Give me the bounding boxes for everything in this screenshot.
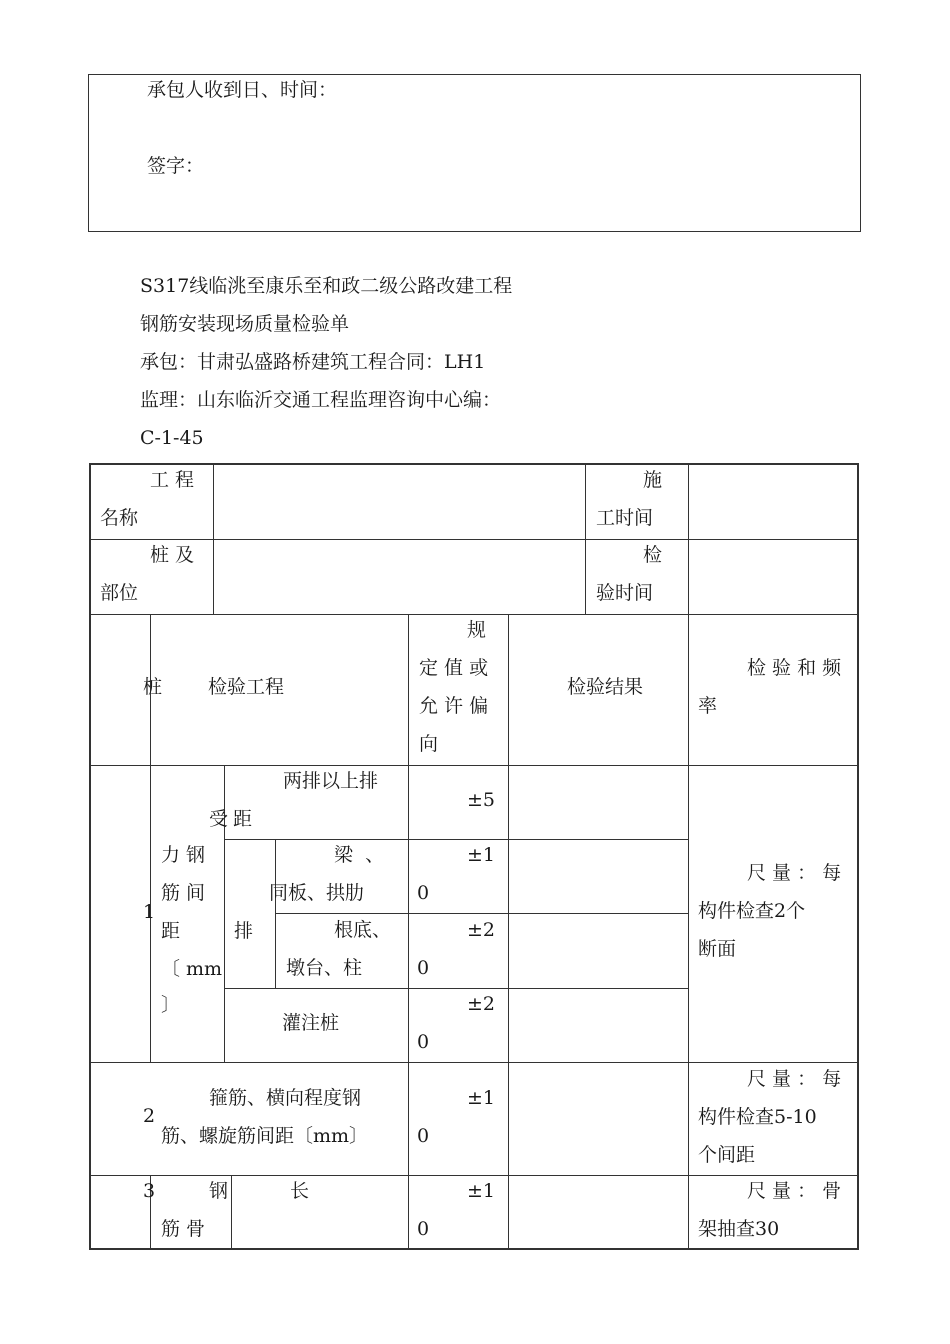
inspection-method: 构件检查5-10 [698,1106,817,1128]
item-label: 钢 [209,1180,229,1202]
item-label: 箍筋、横向程度钢 [209,1087,362,1109]
col-header-item: 检验工程 [208,676,285,698]
sub-item-label: 梁 、 [334,844,385,866]
item-label: 筋、螺旋筋间距〔mm〕 [161,1125,369,1147]
inspection-method: 断面 [698,938,737,960]
tolerance-value: 0 [417,1125,430,1147]
rebar-spacing-label: 〔 mm [161,958,223,980]
construction-time-label: 施 [643,469,663,491]
grid-line [275,839,276,988]
col-header-spec: 规 [467,619,487,641]
inspection-time-label: 检 [643,544,663,566]
inspection-method: 构件检查2个 [698,900,806,922]
rebar-spacing-label: 距 [161,920,181,942]
grid-line [275,913,688,914]
row-label: 排 [234,920,254,942]
grid-line [585,464,586,614]
project-name-label: 名称 [100,507,139,529]
tolerance-value: ±2 [467,993,496,1015]
project-title: S317线临洮至康乐至和政二级公路改建工程 [140,275,513,297]
supervisor-line: 监理：山东临沂交通工程监理咨询中心编： [140,389,502,411]
grid-line [408,614,409,1249]
sub-item-label: 根底、 [334,919,392,941]
row-number: 3 [143,1180,156,1202]
project-name-label: 工 程 [150,469,195,491]
sub-item-label: 灌注桩 [282,1012,340,1034]
col-header-method: 率 [698,695,718,717]
grid-line [90,614,858,615]
grid-line [231,1175,232,1249]
rebar-spacing-label: 力 钢 [161,844,206,866]
inspection-time-label: 验时间 [596,582,654,604]
grid-line [213,464,214,614]
tolerance-value: ±2 [467,919,496,941]
sub-item-label: 同板、拱肋 [269,882,365,904]
tolerance-value: ±1 [467,844,496,866]
signature-label: 签字： [147,155,205,177]
sub-item-label: 两排以上排 [283,770,379,792]
tolerance-value: 0 [417,1218,430,1240]
received-time-label: 承包人收到日、时间： [147,79,338,101]
sub-item-label: 长 [290,1180,310,1202]
col-header-spec: 向 [419,733,439,755]
grid-line [508,614,509,1249]
construction-time-label: 工时间 [596,507,654,529]
inspection-method: 尺 量 ： 每 [747,862,842,884]
contractor-line: 承包：甘肃弘盛路桥建筑工程合同：LH1 [140,351,486,373]
tolerance-value: ±1 [467,1087,496,1109]
rebar-spacing-label-prefix: 受 [209,808,229,830]
station-label: 桩 及 [150,544,195,566]
rebar-spacing-label: 〕 [161,994,181,1016]
form-code: C-1-45 [140,427,204,449]
grid-line [90,539,858,540]
grid-line [90,1062,858,1063]
item-label: 筋 骨 [161,1218,206,1240]
grid-line [688,464,689,1249]
col-header-pile: 桩 [143,676,163,698]
col-header-method: 检 验 和 频 [747,657,842,679]
row-number: 2 [143,1105,156,1127]
sub-item-label: 墩台、柱 [286,957,363,979]
row-number: 1 [143,901,156,923]
inspection-method: 尺 量 ： 骨 [747,1180,842,1202]
grid-line [224,988,688,989]
col-header-spec: 定 值 或 [419,657,489,679]
tolerance-value: 0 [417,957,430,979]
grid-line [90,765,858,766]
inspection-method: 架抽查30 [698,1218,780,1240]
rebar-spacing-label: 筋 间 [161,882,206,904]
form-title: 钢筋安装现场质量检验单 [140,313,350,335]
inspection-method: 尺 量 ： 每 [747,1068,842,1090]
inspection-method: 个间距 [698,1144,756,1166]
sub-item-label: 距 [233,808,253,830]
grid-line [224,839,688,840]
tolerance-value: ±1 [467,1180,496,1202]
col-header-spec: 允 许 偏 [419,695,489,717]
tolerance-value: ±5 [467,789,496,811]
col-header-result: 检验结果 [567,676,644,698]
tolerance-value: 0 [417,882,430,904]
grid-line [90,1175,858,1176]
station-label: 部位 [100,582,139,604]
tolerance-value: 0 [417,1031,430,1053]
